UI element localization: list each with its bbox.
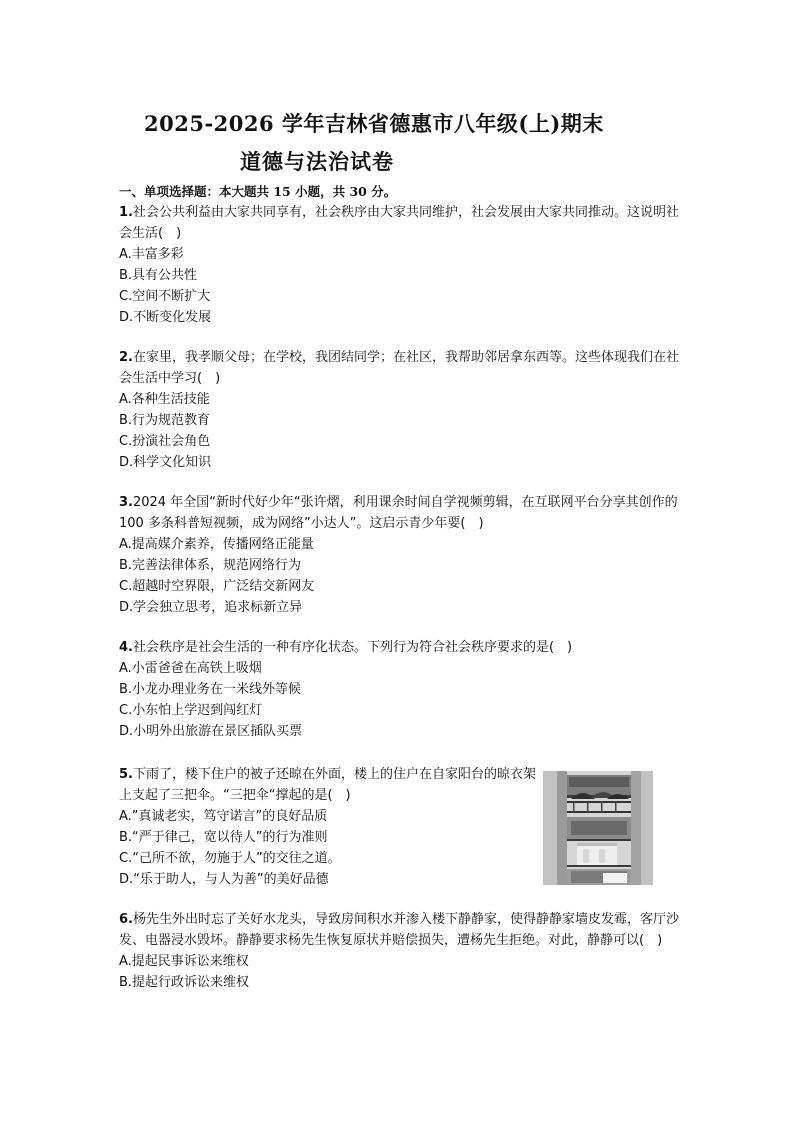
option-a: A.丰富多彩 [119,247,184,262]
question-number: 4. [119,640,133,655]
question-stem [119,202,685,244]
option-a: A.提起民事诉讼来维权 [119,954,249,969]
question-number: 5. [119,767,133,782]
option-c: C.扮演社会角色 [119,434,211,449]
question-4 [119,637,685,742]
option-d: D.学会独立思考，追求标新立异 [119,600,303,615]
option-b: B.完善法律体系，规范网络行为 [119,558,302,573]
question-stem [119,347,685,389]
question-text: 社会秩序是社会生活的一种有序化状态。下列行为符合社会秩序要求的是( ) [132,640,573,655]
option-c: C.空间不断扩大 [119,289,211,304]
question-number: 3. [119,495,133,510]
option-c: C.超越时空界限，广泛结交新网友 [119,579,315,594]
question-stem [119,637,685,658]
option-a: A.各种生活技能 [119,392,210,407]
option-d: D.小明外出旅游在景区插队买票 [119,724,303,739]
question-text: 下雨了，楼下住户的被子还晾在外面，楼上的住户在自家阳台的晾衣架上支起了三把伞。“三把伞“撑起的是( ) [119,767,536,803]
question-5 [119,764,539,890]
exam-title-line2: 道德与法治试卷 [240,149,394,174]
option-b: B.提起行政诉讼来维权 [119,975,250,990]
question-text: 2024 年全国“新时代好少年“张许熠，利用课余时间自学视频剪辑，在互联网平台分享其创作的 100 多条科普短视频，成为网络”小达人”。这启示青少年要( ) [119,495,678,531]
question-6 [119,909,685,993]
question-number: 1. [119,205,133,220]
question-stem [119,909,685,951]
option-a: A.”真诚老实，笃守诺言”的良好品质 [119,809,328,824]
option-a: A.提高媒介素养，传播网络正能量 [119,537,314,552]
question-text: 在家里，我孝顺父母；在学校，我团结同学；在社区，我帮助邻居拿东西等。这些体现我们在社会生活中学习( ) [119,350,679,386]
building-balcony-photo [543,771,653,885]
question-stem [119,764,539,806]
option-b: B.具有公共性 [119,268,198,283]
question-2 [119,347,685,473]
option-b: B.行为规范教育 [119,413,211,428]
question-3 [119,492,685,618]
question-text: 杨先生外出时忘了关好水龙头，导致房间积水并渗入楼下静静家，使得静静家墙皮发霉，客厅沙发、电器浸水毁坏。静静要求杨先生恢复原状并赔偿损失，遭杨先生拒绝。对此，静静可以( ) [119,912,679,948]
section-heading: 一、单项选择题：本大题共 15 小题，共 30 分。 [119,184,397,199]
photo-illustration [543,771,653,885]
question-1 [119,202,685,328]
exam-title-line1: 2025-2026 学年吉林省德惠市八年级(上)期末 [144,111,604,136]
option-d: D.“乐于助人，与人为善”的美好品德 [119,872,329,887]
option-d: D.不断变化发展 [119,310,212,325]
question-number: 6. [119,912,133,927]
option-a: A.小雷爸爸在高铁上吸烟 [119,661,262,676]
option-d: D.科学文化知识 [119,455,212,470]
question-stem [119,492,685,534]
option-c: C.小东怕上学迟到闯红灯 [119,703,263,718]
question-text: 社会公共利益由大家共同享有，社会秩序由大家共同维护，社会发展由大家共同推动。这说明社会生活( ) [119,205,679,241]
option-b: B.“严于律己，宽以待人”的行为准则 [119,830,328,845]
question-number: 2. [119,350,133,365]
option-b: B.小龙办理业务在一米线外等候 [119,682,302,697]
option-c: C.“己所不欲，勿施于人”的交往之道。 [119,851,341,866]
